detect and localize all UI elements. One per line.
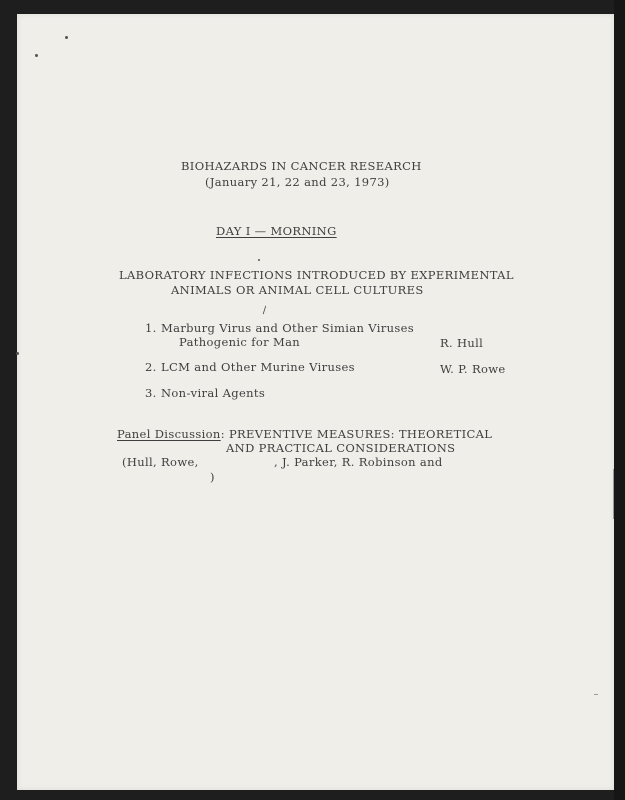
section-heading-line1: LABORATORY INFECTIONS INTRODUCED BY EXPERIMENTAL	[119, 268, 514, 282]
document-title: BIOHAZARDS IN CANCER RESEARCH	[181, 159, 422, 173]
panel-participants: (Hull, Rowe,	[122, 455, 199, 469]
stray-mark: \	[259, 305, 269, 317]
panel-discussion-heading	[117, 427, 492, 441]
item-title: LCM and Other Murine Viruses	[161, 360, 355, 374]
item-number: 2.	[145, 360, 157, 374]
panel-participants-cont: , J. Parker, R. Robinson and	[274, 455, 443, 469]
item-speaker: R. Hull	[440, 336, 484, 350]
panel-title-cont: AND PRACTICAL CONSIDERATIONS	[226, 441, 456, 455]
paper-speck	[65, 36, 68, 39]
item-title: Non-viral Agents	[161, 386, 266, 400]
section-heading-line2: ANIMALS OR ANIMAL CELL CULTURES	[171, 283, 424, 297]
item-title: Marburg Virus and Other Simian Viruses	[161, 321, 414, 335]
paper-speck	[35, 54, 38, 57]
item-number: 3.	[145, 386, 157, 400]
item-speaker: W. P. Rowe	[440, 362, 506, 376]
paper-speck	[258, 259, 260, 261]
item-number: 1.	[145, 321, 157, 335]
panel-participants-close: )	[210, 470, 215, 484]
document-dates: (January 21, 22 and 23, 1973)	[205, 175, 390, 189]
item-title-cont: Pathogenic for Man	[179, 335, 301, 349]
panel-title: PREVENTIVE MEASURES: THEORETICAL	[228, 427, 493, 441]
paper-speck	[16, 352, 19, 355]
panel-label: Panel Discussion	[117, 427, 221, 441]
paper-edge-mark	[613, 469, 614, 519]
panel-colon: :	[220, 427, 225, 441]
session-heading: DAY I — MORNING	[216, 224, 337, 238]
paper-edge-mark	[594, 694, 598, 695]
scanner-frame-edge	[614, 0, 625, 800]
document-page	[17, 14, 614, 790]
